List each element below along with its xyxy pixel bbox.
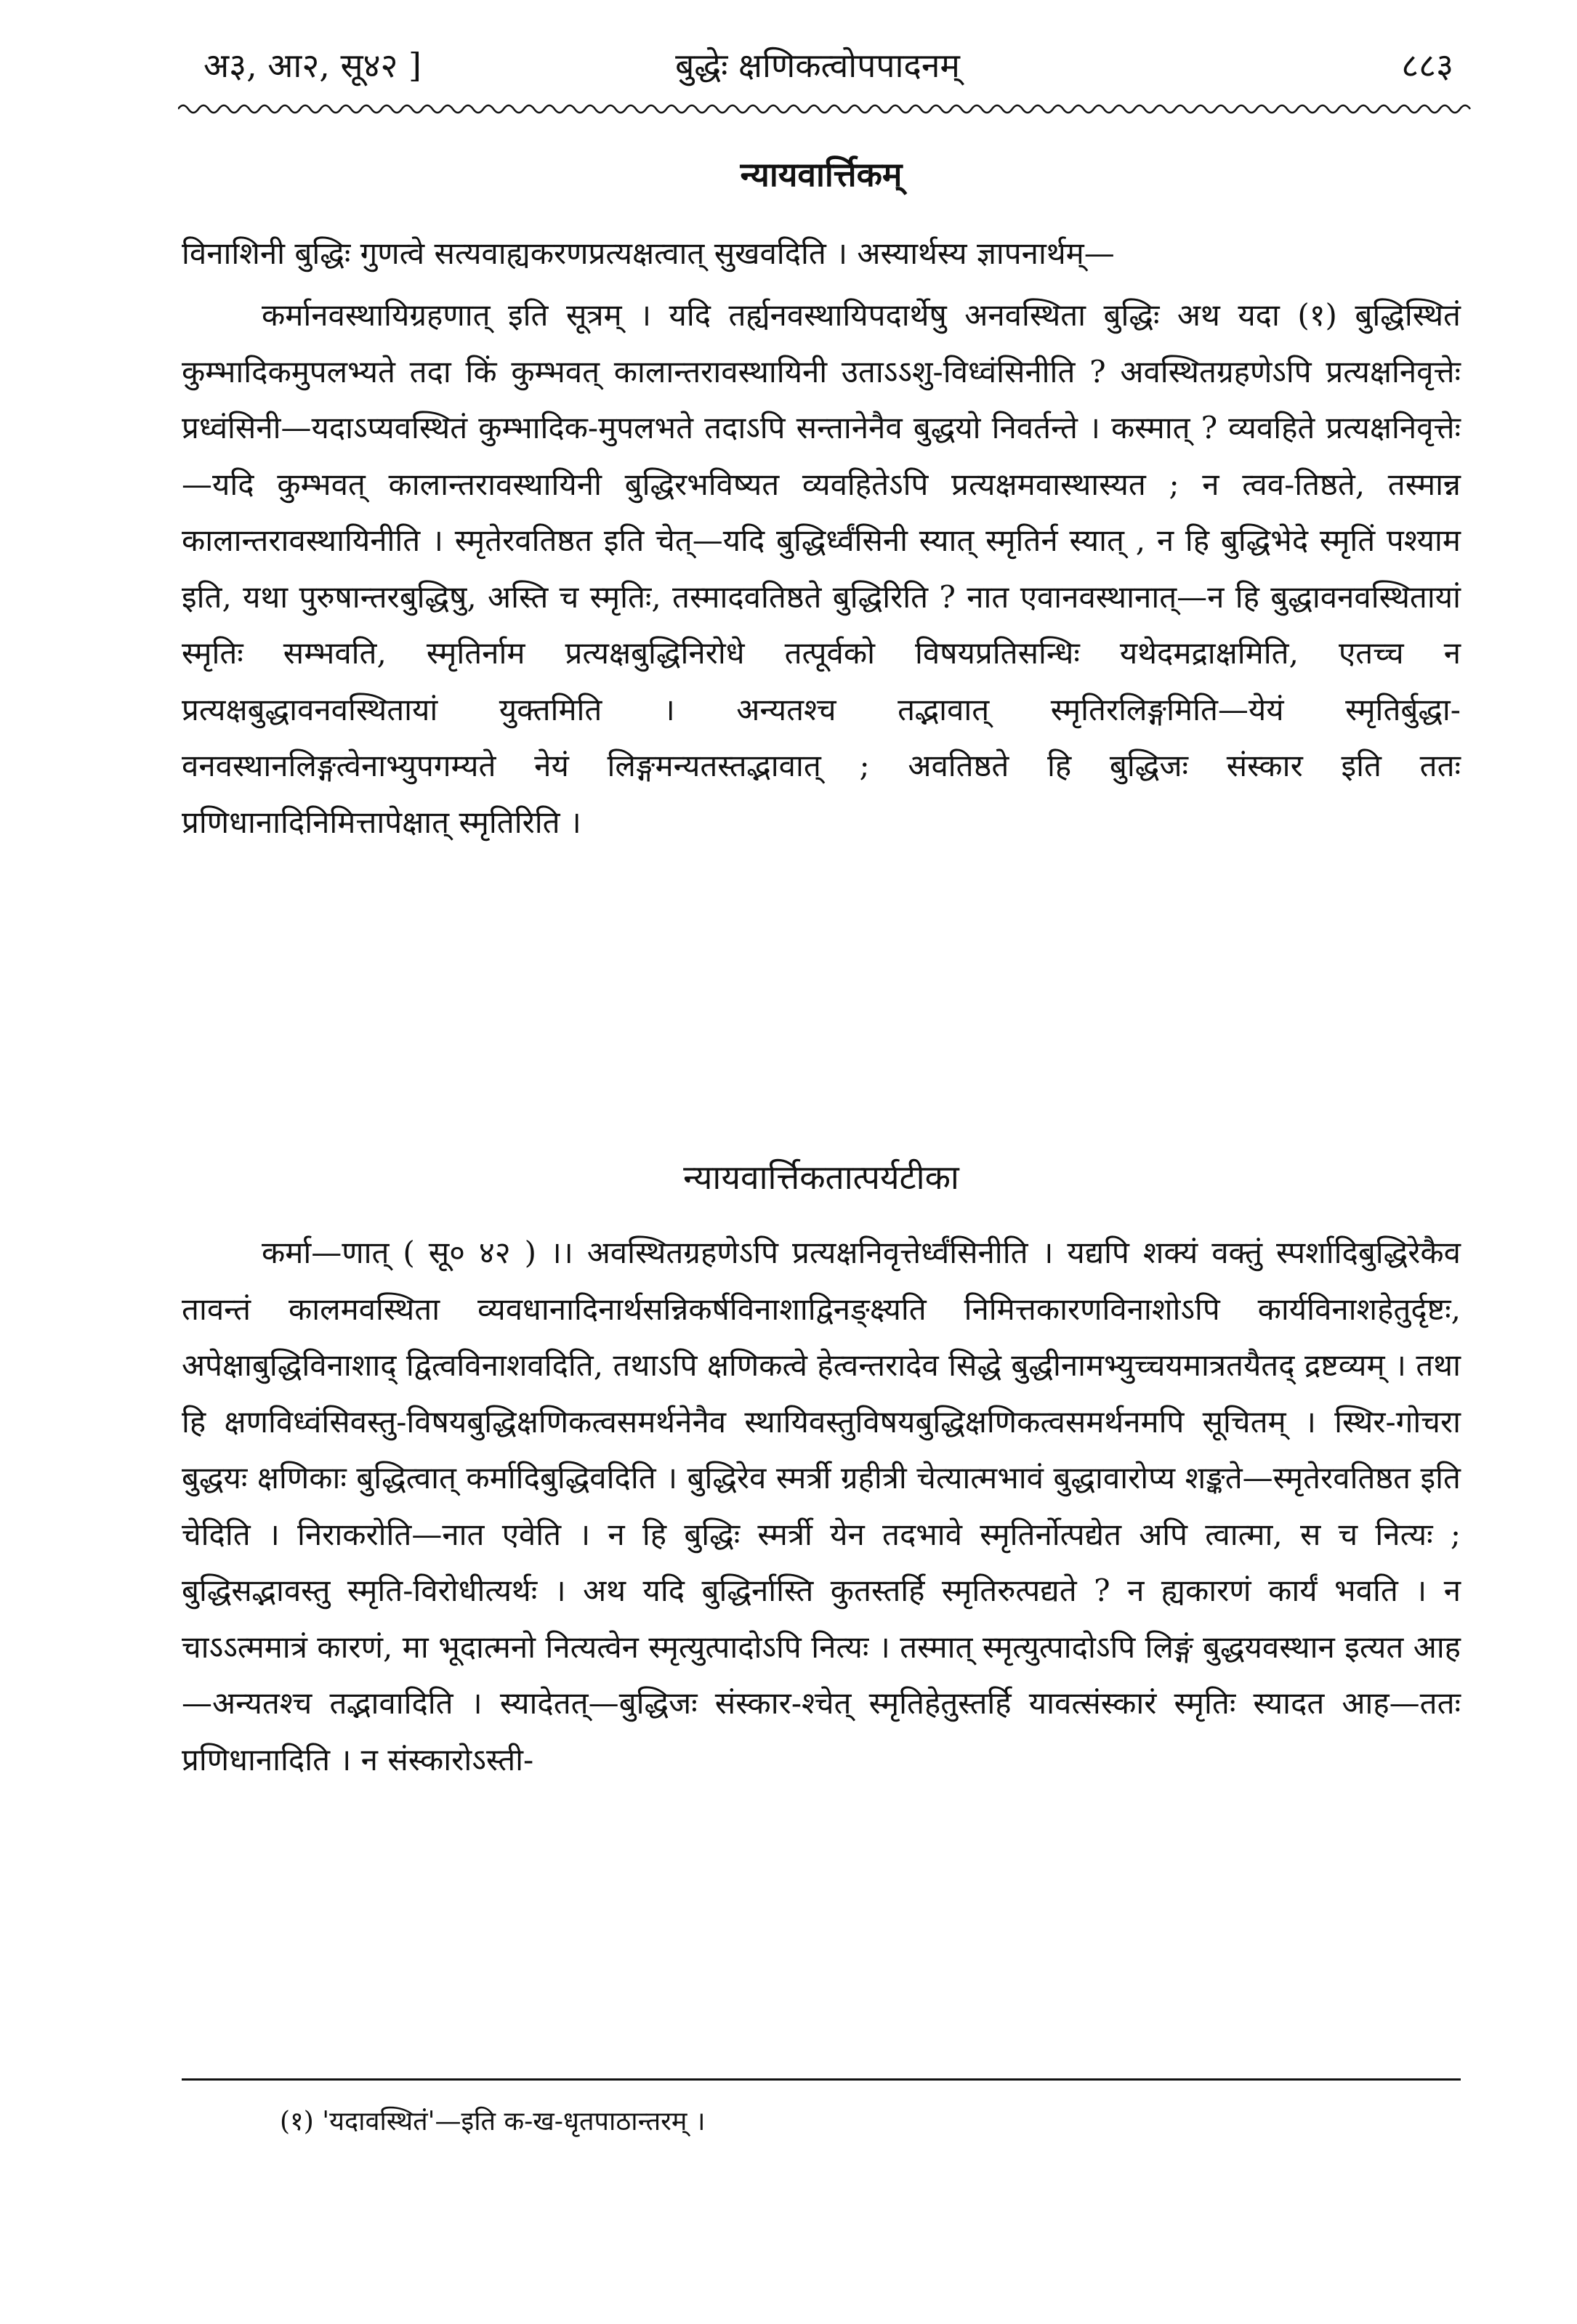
vartika-paragraph-2: कर्मानवस्थायिग्रहणात् इति सूत्रम् । यदि तर्ह्यनवस्थायिपदार्थेषु अनवस्थिता बुद्धिः अथ यदा (१) बुद्धिस्थितं कुम्भादिकमुपलभ्यते तदा किं कुम्भवत् कालान्तरावस्थायिनी उताऽऽशु-विध्वंसिनीति ? अवस्थितग्रहणेऽपि प्रत्यक्षनिवृत्तेः प्रध्वंसिनी—यदाऽप्यवस्थितं कुम्भादिक-मुपलभते तदाऽपि सन्तानेनैव बुद्धयो निवर्तन्ते । कस्मात् ? व्यवहिते प्रत्यक्षनिवृत्तेः—यदि कुम्भवत् कालान्तरावस्थायिनी बुद्धिरभविष्यत व्यवहितेऽपि प्रत्यक्षमवास्थास्यत ; न त्वव-तिष्ठते, तस्मान्न कालान्तरावस्थायिनीति । स्मृतेरवतिष्ठत इति चेत्—यदि बुद्धिर्ध्वंसिनी स्यात् स्मृतिर्न स्यात् , न हि बुद्धिभेदे स्मृतिं पश्याम इति, यथा पुरुषान्तरबुद्धिषु, अस्ति च स्मृतिः, तस्मादवतिष्ठते बुद्धिरिति ? नात एवानवस्थानात्—न हि बुद्धावनवस्थितायां स्मृतिः सम्भवति, स्मृतिर्नाम प्रत्यक्षबुद्धिनिरोधे तत्पूर्वको विषयप्रतिसन्धिः यथेदमद्राक्षमिति, एतच्च न प्रत्यक्षबुद्धावनवस्थितायां युक्तमिति । अन्यतश्च तद्भावात् स्मृतिरलिङ्गमिति—येयं स्मृतिर्बुद्धा-वनवस्थानलिङ्गत्वेनाभ्युपगम्यते नेयं लिङ्गमन्यतस्तद्भावात् ; अवतिष्ठते हि बुद्धिजः संस्कार इति ततः प्रणिधानादिनिमित्तापेक्षात् स्मृतिरिति । bbox=[182, 297, 1461, 840]
tika-paragraph-1: कर्मा—णात् ( सू० ४२ ) ।। अवस्थितग्रहणेऽपि प्रत्यक्षनिवृत्तेर्ध्वंसिनीति । यद्यपि शक्यं वक्तुं स्पर्शादिबुद्धिरेकैव तावन्तं कालमवस्थिता व्यवधानादिनार्थसन्निकर्षविनाशाद्विनङ्क्ष्यति निमित्तकारणविनाशोऽपि कार्यविनाशहेतुर्दृष्टः, अपेक्षाबुद्धिविनाशाद् द्वित्वविनाशवदिति, तथाऽपि क्षणिकत्वे हेत्वन्तरादेव सिद्धे बुद्धीनामभ्युच्चयमात्रतयैतद् द्रष्टव्यम् । तथा हि क्षणविध्वंसिवस्तु-विषयबुद्धिक्षणिकत्वसमर्थनेनैव स्थायिवस्तुविषयबुद्धिक्षणिकत्वसमर्थनमपि सूचितम् । स्थिर-गोचरा बुद्धयः क्षणिकाः बुद्धित्वात् कर्मादिबुद्धिवदिति । बुद्धिरेव स्मर्त्री ग्रहीत्री चेत्यात्मभावं बुद्धावारोप्य शङ्कते—स्मृतेरवतिष्ठत इति चेदिति । निराकरोति—नात एवेति । न हि बुद्धिः स्मर्त्री येन तदभावे स्मृतिर्नोत्पद्येत अपि त्वात्मा, स च नित्यः ; बुद्धिसद्भावस्तु स्मृति-विरोधीत्यर्थः । अथ यदि बुद्धिर्नास्ति कुतस्तर्हि स्मृतिरुत्पद्यते ? न ह्यकारणं कार्यं भवति । न चाऽऽत्ममात्रं कारणं, मा भूदात्मनो नित्यत्वेन स्मृत्युत्पादोऽपि नित्यः । तस्मात् स्मृत्युत्पादोऽपि लिङ्गं बुद्धयवस्थान इत्यत आह—अन्यतश्च तद्भावादिति । स्यादेतत्—बुद्धिजः संस्कार-श्चेत् स्मृतिहेतुस्तर्हि यावत्संस्कारं स्मृतिः स्यादत आह—ततः प्रणिधानादिति । न संस्कारोऽस्ती- bbox=[182, 1235, 1461, 1778]
page-number: ८८३ bbox=[1401, 46, 1453, 85]
vartika-paragraph-1: विनाशिनी बुद्धिः गुणत्वे सत्यवाह्यकरणप्रत्यक्षत्वात् सुखवदिति । अस्यार्थस्य ज्ञापनार्थम्— bbox=[182, 235, 1115, 271]
section-title-tatparyatika: न्यायवार्त्तिकतात्पर्यटीका bbox=[683, 1158, 959, 1197]
running-title: बुद्धेः क्षणिकत्वोपपादनम् bbox=[675, 46, 960, 85]
running-header bbox=[182, 36, 1453, 94]
footnote-1: (१) 'यदावस्थितं'—इति क-ख-धृतपाठान्तरम् । bbox=[280, 2107, 706, 2137]
wavy-divider bbox=[178, 100, 1472, 118]
section-title-nyayavartika: न्यायवार्त्तिकम् bbox=[740, 155, 903, 194]
chapter-reference: अ३, आ२, सू४२ ] bbox=[203, 46, 422, 85]
wavy-line bbox=[178, 105, 1470, 113]
footnote-divider bbox=[182, 2078, 1461, 2081]
